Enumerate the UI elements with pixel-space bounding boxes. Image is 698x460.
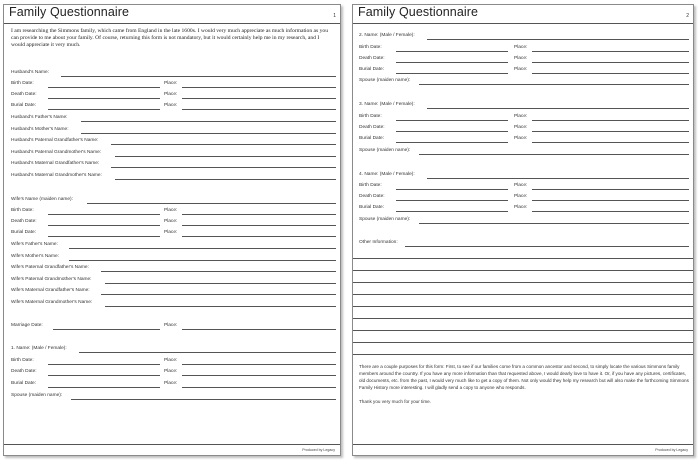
notes-line[interactable]	[353, 342, 693, 343]
wife-mat-grandfather-field[interactable]	[11, 288, 336, 295]
husbands-name-field[interactable]	[11, 70, 336, 77]
field-label: Birth Date:	[11, 81, 34, 86]
entry-line[interactable]	[396, 62, 508, 63]
entry-line[interactable]	[532, 51, 689, 52]
entry-line[interactable]	[81, 133, 336, 134]
wife-burial-field[interactable]	[11, 230, 336, 237]
field-label: Burial Date:	[11, 230, 37, 235]
form-page-2	[352, 4, 694, 456]
entry-line[interactable]	[532, 189, 689, 190]
field-label: Husband's Maternal Grandfather's Name:	[11, 161, 100, 166]
child-4-birth-field[interactable]	[359, 183, 689, 190]
field-label: Place:	[164, 369, 178, 374]
wife-birth-field[interactable]	[11, 208, 336, 215]
entry-line[interactable]	[69, 260, 336, 261]
entry-line[interactable]	[81, 121, 336, 122]
wife-pat-grandmother-field[interactable]	[11, 277, 336, 284]
entry-line[interactable]	[69, 248, 336, 249]
wife-mat-grandmother-field[interactable]	[11, 300, 336, 307]
entry-line[interactable]	[427, 108, 689, 109]
entry-line[interactable]	[396, 120, 508, 121]
entry-line[interactable]	[48, 98, 160, 99]
field-label: 4. Name: (Male / Female):	[359, 172, 415, 177]
entry-line[interactable]	[61, 76, 336, 77]
husband-birth-field[interactable]	[11, 81, 336, 88]
child-3-death-field[interactable]	[359, 125, 689, 132]
field-label: Place:	[514, 45, 528, 50]
entry-line[interactable]	[396, 51, 508, 52]
entry-line[interactable]	[182, 236, 336, 237]
field-label: Death Date:	[11, 219, 37, 224]
field-label: Burial Date:	[359, 67, 385, 72]
notes-line[interactable]	[353, 306, 693, 307]
field-label: Husband's Father's Name:	[11, 115, 68, 120]
field-label: Place:	[514, 56, 528, 61]
husband-death-field[interactable]	[11, 92, 336, 99]
field-label: Husband's Paternal Grandfather's Name:	[11, 138, 99, 143]
entry-line[interactable]	[405, 246, 689, 247]
field-label: Place:	[164, 219, 178, 224]
entry-line[interactable]	[115, 156, 336, 157]
entry-line[interactable]	[48, 214, 160, 215]
field-label: Place:	[164, 103, 178, 108]
field-label: Husband's Mother's Name:	[11, 127, 69, 132]
wife-father-field[interactable]	[11, 242, 336, 249]
entry-line[interactable]	[48, 87, 160, 88]
entry-line[interactable]	[101, 294, 336, 295]
field-label: Place:	[164, 92, 178, 97]
footer-credit: Produced by Legacy	[302, 448, 335, 452]
entry-line[interactable]	[182, 98, 336, 99]
husband-mat-grandfather-field[interactable]	[11, 161, 336, 168]
child-4-spouse-field[interactable]	[359, 217, 689, 224]
entry-line[interactable]	[105, 283, 336, 284]
entry-line[interactable]	[532, 62, 689, 63]
notes-line[interactable]	[353, 294, 693, 295]
child-3-burial-field[interactable]	[359, 136, 689, 143]
husband-mat-grandmother-field[interactable]	[11, 173, 336, 180]
child-2-death-field[interactable]	[359, 56, 689, 63]
field-label: Place:	[164, 208, 178, 213]
entry-line[interactable]	[87, 203, 336, 204]
form-page-1	[3, 4, 341, 456]
thank-you-line: Thank you very much for your time.	[359, 399, 431, 404]
title-divider	[353, 23, 693, 24]
entry-line[interactable]	[419, 154, 689, 155]
entry-line[interactable]	[182, 109, 336, 110]
footer-divider	[4, 444, 340, 445]
field-label: Husband's Paternal Grandmother's Name:	[11, 150, 102, 155]
entry-line[interactable]	[396, 73, 508, 74]
entry-line[interactable]	[115, 179, 336, 180]
notes-line[interactable]	[353, 258, 693, 259]
entry-line[interactable]	[182, 364, 336, 365]
field-label: Burial Date:	[359, 205, 385, 210]
entry-line[interactable]	[48, 364, 160, 365]
field-label: Spouse (maiden name):	[359, 78, 411, 83]
field-label: Place:	[514, 67, 528, 72]
entry-line[interactable]	[532, 200, 689, 201]
field-label: Death Date:	[359, 56, 385, 61]
intro-paragraph: I am researching the Simmons family, which came from England in the late 1600s. I would very much appreciate as much information as you can provide to me about your family. Of course, returning this form is not mandatory, but it would certainly help me in my research, and I would appreciate it very much.	[11, 28, 328, 49]
entry-line[interactable]	[182, 225, 336, 226]
entry-line[interactable]	[419, 84, 689, 85]
closing-paragraph: There are a couple purposes for this form: First, to see if our families come from a common ancestor and second, to simply locate the various Simmons family members around the country. If you have any more information than that requested above, I would dearly love to have it. Or, if you have any pictures, certificates, old documents, etc. from the past, I would very much like to get a copy of them. Not only would they help my research but will also make the forthcoming Simmons Family History more interesting. I will gladly send a copy to anyone who responds.	[359, 364, 689, 390]
field-label: Other Information:	[359, 240, 398, 245]
closing-note	[359, 363, 689, 412]
entry-line[interactable]	[532, 120, 689, 121]
child-2-burial-field[interactable]	[359, 67, 689, 74]
notes-line[interactable]	[353, 282, 693, 283]
notes-line[interactable]	[353, 318, 693, 319]
husband-burial-field[interactable]	[11, 103, 336, 110]
entry-line[interactable]	[427, 178, 689, 179]
entry-line[interactable]	[48, 387, 160, 388]
child-1-burial-field[interactable]	[11, 381, 336, 388]
child-3-birth-field[interactable]	[359, 114, 689, 121]
entry-line[interactable]	[396, 131, 508, 132]
child-1-death-field[interactable]	[11, 369, 336, 376]
entry-line[interactable]	[182, 87, 336, 88]
field-label: Wife's Name (maiden name):	[11, 197, 73, 202]
entry-line[interactable]	[79, 352, 336, 353]
field-label: Wife's Father's Name:	[11, 242, 58, 247]
entry-line[interactable]	[182, 214, 336, 215]
child-3-name-field[interactable]	[359, 102, 689, 109]
entry-line[interactable]	[532, 131, 689, 132]
field-label: Spouse (maiden name):	[359, 148, 411, 153]
husband-pat-grandfather-field[interactable]	[11, 138, 336, 145]
wife-mother-field[interactable]	[11, 254, 336, 261]
page-number: 2	[686, 13, 689, 19]
field-label: Spouse (maiden name):	[11, 393, 63, 398]
entry-line[interactable]	[532, 211, 689, 212]
notes-line[interactable]	[353, 330, 693, 331]
field-label: 2. Name: (Male / Female):	[359, 33, 415, 38]
entry-line[interactable]	[48, 375, 160, 376]
notes-line[interactable]	[353, 270, 693, 271]
child-1-birth-field[interactable]	[11, 358, 336, 365]
entry-line[interactable]	[396, 189, 508, 190]
field-label: Spouse (maiden name):	[359, 217, 411, 222]
field-label: Place:	[514, 194, 528, 199]
entry-line[interactable]	[396, 142, 508, 143]
entry-line[interactable]	[111, 144, 336, 145]
field-label: Place:	[514, 125, 528, 130]
husband-father-field[interactable]	[11, 115, 336, 122]
entry-line[interactable]	[427, 39, 689, 40]
child-1-spouse-field[interactable]	[11, 393, 336, 400]
entry-line[interactable]	[48, 225, 160, 226]
entry-line[interactable]	[532, 73, 689, 74]
field-label: Place:	[164, 358, 178, 363]
page-title: Family Questionnaire	[358, 5, 479, 19]
entry-line[interactable]	[53, 329, 160, 330]
field-label: Husband's Name:	[11, 70, 49, 75]
field-label: Place:	[164, 230, 178, 235]
husband-pat-grandmother-field[interactable]	[11, 150, 336, 157]
child-1-name-field[interactable]	[11, 346, 336, 353]
field-label: Place:	[514, 205, 528, 210]
title-divider	[4, 23, 340, 24]
entry-line[interactable]	[396, 211, 508, 212]
field-label: Wife's Paternal Grandfather's Name:	[11, 265, 89, 270]
notes-line[interactable]	[353, 354, 693, 355]
wife-death-field[interactable]	[11, 219, 336, 226]
field-label: Burial Date:	[11, 103, 37, 108]
field-label: Death Date:	[359, 125, 385, 130]
child-2-name-field[interactable]	[359, 33, 689, 40]
entry-line[interactable]	[182, 387, 336, 388]
entry-line[interactable]	[396, 200, 508, 201]
child-4-name-field[interactable]	[359, 172, 689, 179]
wifes-name-field[interactable]	[11, 197, 336, 204]
entry-line[interactable]	[105, 306, 336, 307]
field-label: Wife's Maternal Grandfather's Name:	[11, 288, 90, 293]
field-label: Burial Date:	[359, 136, 385, 141]
entry-line[interactable]	[71, 399, 336, 400]
other-information-field[interactable]	[359, 240, 689, 247]
child-3-spouse-field[interactable]	[359, 148, 689, 155]
field-label: Wife's Maternal Grandmother's Name:	[11, 300, 93, 305]
field-label: Birth Date:	[11, 358, 34, 363]
field-label: 1. Name: (Male / Female):	[11, 346, 67, 351]
entry-line[interactable]	[48, 109, 160, 110]
child-2-spouse-field[interactable]	[359, 78, 689, 85]
field-label: Place:	[514, 136, 528, 141]
entry-line[interactable]	[101, 271, 336, 272]
field-label: Death Date:	[11, 92, 37, 97]
entry-line[interactable]	[532, 142, 689, 143]
field-label: Death Date:	[11, 369, 37, 374]
field-label: 3. Name: (Male / Female):	[359, 102, 415, 107]
field-label: Birth Date:	[359, 183, 382, 188]
entry-line[interactable]	[48, 236, 160, 237]
page-title: Family Questionnaire	[9, 5, 130, 19]
page-number: 1	[333, 13, 336, 19]
husband-mother-field[interactable]	[11, 127, 336, 134]
field-label: Place:	[164, 323, 178, 328]
field-label: Wife's Paternal Grandmother's Name:	[11, 277, 92, 282]
entry-line[interactable]	[419, 223, 689, 224]
field-label: Husband's Maternal Grandmother's Name:	[11, 173, 102, 178]
field-label: Wife's Mother's Name:	[11, 254, 59, 259]
field-label: Birth Date:	[11, 208, 34, 213]
field-label: Birth Date:	[359, 114, 382, 119]
field-label: Death Date:	[359, 194, 385, 199]
field-label: Burial Date:	[11, 381, 37, 386]
entry-line[interactable]	[182, 329, 336, 330]
child-4-death-field[interactable]	[359, 194, 689, 201]
field-label: Birth Date:	[359, 45, 382, 50]
wife-pat-grandfather-field[interactable]	[11, 265, 336, 272]
footer-divider	[353, 444, 693, 445]
footer-credit: Produced by Legacy	[655, 448, 688, 452]
child-4-burial-field[interactable]	[359, 205, 689, 212]
field-label: Marriage Date:	[11, 323, 43, 328]
field-label: Place:	[514, 114, 528, 119]
child-2-birth-field[interactable]	[359, 45, 689, 52]
field-label: Place:	[164, 381, 178, 386]
entry-line[interactable]	[182, 375, 336, 376]
field-label: Place:	[164, 81, 178, 86]
marriage-field[interactable]	[11, 323, 336, 330]
entry-line[interactable]	[111, 167, 336, 168]
field-label: Place:	[514, 183, 528, 188]
